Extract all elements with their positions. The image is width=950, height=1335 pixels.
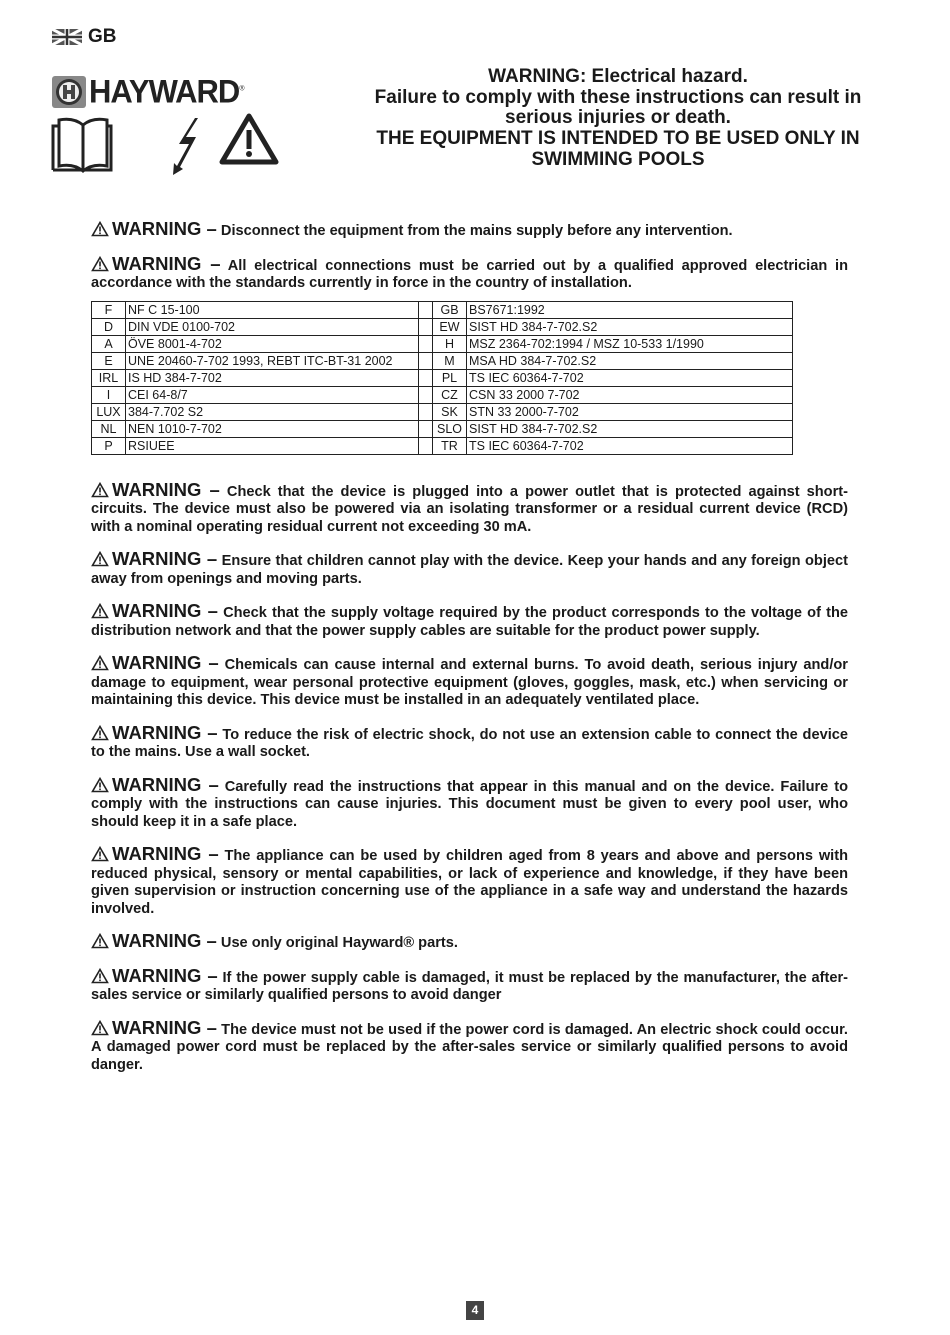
country-code: EW bbox=[433, 318, 467, 335]
warning-item bbox=[91, 654, 848, 710]
language-indicator bbox=[52, 26, 117, 48]
warning-label: WARNING – bbox=[112, 548, 218, 569]
warnings-list bbox=[91, 220, 848, 1088]
table-row bbox=[92, 301, 793, 318]
table-row bbox=[92, 352, 793, 369]
spacer-cell bbox=[419, 352, 433, 369]
spacer-cell bbox=[419, 386, 433, 403]
country-code: IRL bbox=[92, 369, 126, 386]
country-code: LUX bbox=[92, 403, 126, 420]
page-number: 4 bbox=[466, 1301, 484, 1320]
warning-item bbox=[91, 964, 849, 1005]
warning-triangle-icon bbox=[91, 1020, 109, 1036]
warning-label: WARNING – bbox=[112, 964, 218, 986]
spacer-cell bbox=[419, 437, 433, 454]
warning-item bbox=[91, 932, 848, 953]
standard: SIST HD 384-7-702.S2 bbox=[467, 318, 793, 335]
country-code: E bbox=[92, 352, 126, 369]
country-code: H bbox=[433, 335, 467, 352]
standard: NF C 15-100 bbox=[126, 301, 419, 318]
spacer-cell bbox=[419, 403, 433, 420]
standard: TS IEC 60364-7-702 bbox=[467, 437, 793, 454]
country-code: D bbox=[92, 318, 126, 335]
standard: MSZ 2364-702:1994 / MSZ 10-533 1/1990 bbox=[467, 335, 793, 352]
warning-text: The device must not be used if the power cord is damaged. An electric shock could occur. A damaged power cord must be replaced by the after-sales service or similarly qualified persons to avoid danger. bbox=[91, 1021, 848, 1073]
warning-item bbox=[91, 478, 848, 537]
warning-label: WARNING – bbox=[112, 1016, 217, 1038]
country-code: NL bbox=[92, 420, 126, 437]
warning-text: Ensure that children cannot play with the device. Keep your hands and any foreign object away from openings and moving parts. bbox=[91, 553, 848, 587]
warning-text: All electrical connections must be carried out by a qualified approved electrician in accordance with the standards currently in force in the country of installation. bbox=[91, 257, 848, 291]
warning-triangle-icon bbox=[91, 777, 109, 793]
title-line: THE EQUIPMENT IS INTENDED TO BE USED ONLY IN bbox=[376, 128, 860, 150]
table-row bbox=[92, 403, 793, 420]
table-row bbox=[92, 318, 793, 335]
warning-triangle-icon bbox=[91, 846, 109, 862]
table-row bbox=[92, 335, 793, 352]
warning-text: Chemicals can cause internal and external burns. To avoid death, serious injury and/or damage to equipment, wear personal protective equipment (gloves, goggles, mask, etc.) when servicing or maintaining this device. This device must be installed in an adequately ventilated place. bbox=[91, 657, 848, 708]
standard: CSN 33 2000 7-702 bbox=[467, 386, 793, 403]
warning-label: WARNING – bbox=[112, 773, 219, 795]
warning-triangle-icon bbox=[91, 933, 109, 949]
electrical-hazard-icon bbox=[173, 118, 198, 175]
country-code: CZ bbox=[433, 386, 467, 403]
country-code: TR bbox=[433, 437, 467, 454]
warning-text: The appliance can be used by children aged from 8 years and above and persons with reduced physical, sensory or mental capabilities, or lack of experience and knowledge, if they have been given supervision or instruction concerning use of the appliance in a safe way and understand the hazards involved. bbox=[91, 848, 849, 917]
standard: SIST HD 384-7-702.S2 bbox=[467, 420, 793, 437]
standard: 384-7.702 S2 bbox=[126, 403, 419, 420]
country-code: PL bbox=[433, 369, 467, 386]
country-code: P bbox=[92, 437, 126, 454]
warning-triangle-icon bbox=[91, 968, 109, 984]
spacer-cell bbox=[419, 301, 433, 318]
hayward-logo-mark-icon bbox=[52, 76, 86, 108]
warning-label: WARNING – bbox=[112, 843, 219, 864]
warning-item bbox=[91, 252, 848, 293]
spacer-cell bbox=[419, 318, 433, 335]
standard: IS HD 384-7-702 bbox=[126, 369, 419, 386]
country-code: I bbox=[92, 386, 126, 403]
warning-item bbox=[91, 721, 848, 762]
standard: TS IEC 60364-7-702 bbox=[467, 369, 793, 386]
table-row bbox=[92, 420, 793, 437]
country-code: A bbox=[92, 335, 126, 352]
warning-item bbox=[91, 602, 848, 640]
standard: CEI 64-8/7 bbox=[126, 386, 419, 403]
title-line: Failure to comply with these instructions can result in bbox=[374, 86, 862, 108]
warning-label: WARNING – bbox=[112, 600, 218, 621]
uk-flag-icon bbox=[52, 29, 82, 45]
title-line: SWIMMING POOLS bbox=[531, 148, 705, 170]
standard: RSIUEE bbox=[126, 437, 419, 454]
warning-triangle-icon bbox=[222, 116, 276, 162]
country-code: F bbox=[92, 301, 126, 318]
warning-triangle-icon bbox=[91, 221, 109, 237]
warning-label: WARNING – bbox=[112, 478, 220, 500]
hayward-logo bbox=[52, 74, 244, 110]
safety-icons bbox=[50, 112, 290, 181]
country-code: M bbox=[433, 352, 467, 369]
table-row bbox=[92, 437, 793, 454]
warning-text: To reduce the risk of electric shock, do not use an extension cable to connect the device to the mains. Use a wall socket. bbox=[91, 726, 848, 760]
warning-triangle-icon bbox=[91, 725, 109, 741]
warning-triangle-icon bbox=[91, 256, 109, 272]
spacer-cell bbox=[419, 369, 433, 386]
standard: MSA HD 384-7-702.S2 bbox=[467, 352, 793, 369]
standard: DIN VDE 0100-702 bbox=[126, 318, 419, 335]
standard: BS7671:1992 bbox=[467, 301, 793, 318]
warning-triangle-icon bbox=[91, 603, 109, 619]
standards-table bbox=[91, 301, 793, 455]
warning-triangle-icon bbox=[91, 482, 109, 498]
warning-text: Carefully read the instructions that appear in this manual and on the device. Failure to comply with the instructions can cause injuries. This document must be given to every pool user, who should keep it in a safe place. bbox=[91, 778, 848, 830]
country-code: GB bbox=[433, 301, 467, 318]
standard: NEN 1010-7-702 bbox=[126, 420, 419, 437]
warning-text: Check that the device is plugged into a power outlet that is protected against short-circuits. The device must also be powered via an isolating transformer or a residual current device (RCD) with a nominal operating residual current not exceeding 30 mA. bbox=[91, 483, 848, 535]
warning-triangle-icon bbox=[91, 655, 109, 671]
standard: UNE 20460-7-702 1993, REBT ITC-BT-31 2002 bbox=[126, 352, 419, 369]
hazard-title bbox=[350, 67, 886, 171]
read-manual-icon bbox=[53, 119, 111, 171]
warning-text: Use only original Hayward® parts. bbox=[220, 935, 458, 951]
country-code: SK bbox=[433, 403, 467, 420]
warning-label: WARNING – bbox=[112, 652, 219, 673]
title-line: serious injuries or death. bbox=[505, 107, 731, 129]
warning-text: Check that the supply voltage required by the product corresponds to the voltage of the distribution network and that the power supply cables are suitable for the product power supply. bbox=[91, 605, 848, 639]
spacer-cell bbox=[419, 420, 433, 437]
warning-item bbox=[91, 773, 848, 832]
title-line: WARNING: Electrical hazard. bbox=[488, 66, 748, 87]
brand-name: HAYWARD® bbox=[89, 73, 244, 110]
table-row bbox=[92, 369, 793, 386]
warning-label: WARNING – bbox=[112, 252, 221, 274]
spacer-cell bbox=[419, 335, 433, 352]
warning-triangle-icon bbox=[91, 551, 109, 567]
table-row bbox=[92, 386, 793, 403]
country-code: SLO bbox=[433, 420, 467, 437]
warning-item bbox=[91, 1016, 848, 1075]
language-code: GB bbox=[88, 26, 117, 47]
warning-item bbox=[91, 220, 848, 241]
warning-label: WARNING – bbox=[112, 218, 217, 239]
standard: STN 33 2000-7-702 bbox=[467, 403, 793, 420]
warning-label: WARNING – bbox=[112, 721, 218, 743]
warning-item bbox=[91, 845, 848, 918]
warning-item bbox=[91, 550, 848, 588]
standard: ÖVE 8001-4-702 bbox=[126, 335, 419, 352]
warning-text: Disconnect the equipment from the mains supply before any intervention. bbox=[220, 223, 733, 239]
warning-text: If the power supply cable is damaged, it must be replaced by the manufacturer, the after-sales service or similarly qualified persons to avoid danger bbox=[91, 969, 849, 1003]
warning-label: WARNING – bbox=[112, 930, 217, 951]
